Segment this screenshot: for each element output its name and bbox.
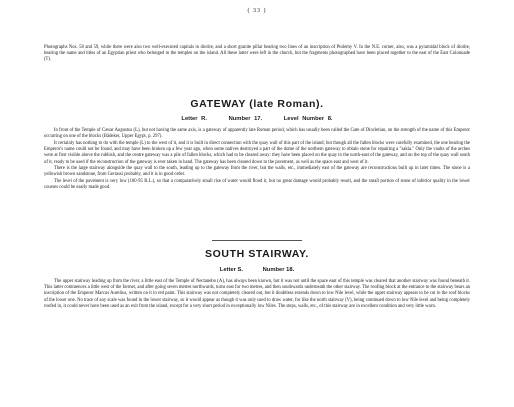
body-paragraph: In front of the Temple of Cæsar Augustus (L), but not having the same axis, is a gateway of apparently late Roman period, which has usually been called the Gate of Diocletian, on the strength of the name of this Emperor occurring on one of the blocks (Bädeker, Upper Egypt, p. 297). <box>44 128 470 140</box>
letter-label: Letter S. <box>219 267 243 273</box>
section-body-south-stairway <box>44 279 470 310</box>
section-title-gateway: GATEWAY (late Roman). <box>190 98 324 110</box>
intro-paragraph: Photographs Nos. 58 and 59, while there were also two well-executed capitals in diorite, and a short granite pillar bearing two lines of an inscription of Ptolemy V. In the N.E. corner, also, was a pyramidal block of diorite, bearing the name and titles of an Egyptian priest who belonged to the temples on the island. All these latter were left in the church, but the fragments photographed have been placed together to the east of the East Colonnade (T). <box>44 45 470 63</box>
number-label: Number 17. <box>228 116 263 122</box>
section-title-south-stairway: SOUTH STAIRWAY. <box>205 248 309 260</box>
section-subheading-south-stairway <box>0 267 514 273</box>
section-subheading-gateway <box>0 116 514 122</box>
letter-label: Letter R. <box>181 116 207 122</box>
body-paragraph: The upper stairway leading up from the river, a little east of the Temple of Nectanebo (A), has always been known, but it was not until the space east of this temple was cleared that another stairway was found beneath it. This latter commences a little west of the former, and after going seven metres northwards, turns east for two metres, and then southwards underneath the other stairway. The roofing block at the entrance to the stairway bears an inscription of the Emperor Marcus Aurelius, written on it in red paint. This stairway was not completely cleared out, but it doubtless extends down to low Nile level, while the upper stairway appears to be cut in the roof blocks of the lower one. No trace of any scale was found in the lower stairway, so it would appear as though it was only used to draw water, for like the north stairway (V), being continued down to low Nile level and being completely roofed in, it could never have been used as an exit from the island, except for a very short period in exceptionally low Niles. The steps, walls, etc., of this stairway are in excellent condition and very little worn. <box>44 279 470 309</box>
body-paragraph: There is the large stairway alongside the quay wall to the south, leading up to the gateway from the river, but the walls, etc., immediately east of the gateway are reconstructions built up in later times. The stone is a yellowish brown sandstone, from Gertassi probably, and it is in good order. <box>44 166 470 178</box>
level-label: Level Number 8. <box>283 116 333 122</box>
section-divider <box>212 240 302 241</box>
body-paragraph: It certainly has nothing to do with the temple (L) to the west of it, and it is built in direct connection with the quay wall of this part of the island; but though all the fallen blocks were carefully examined, the one bearing the Emperor's name could not be found, and may have been broken up a few year ago, when some natives destroyed a part of the dome of the northern gateway to obtain stone for repairing a "sakia." Only the vaults of the arches were at first visible above the rubbish, and the centre gateway was a pile of fallen blocks, which had to be cleared away: they have been placed on the quay to the north-east of the gateway, and on the top of the quay wall south of it, ready to be used if the reconstruction of the gateway is ever taken in hand. The gateway has been cleared down to the pavement, as well as the space east and west of it. <box>44 140 470 165</box>
section-body-gateway <box>44 128 470 192</box>
body-paragraph: The level of the pavement is very low (100·95 R.L.), so that a comparatively small rise of water would flood it, but no great damage would probably result, and the small portion of stone of inferior quality in the lower courses could be easily made good. <box>44 179 470 191</box>
page-number: ( 33 ) <box>247 8 267 14</box>
number-label: Number 18. <box>262 267 295 273</box>
